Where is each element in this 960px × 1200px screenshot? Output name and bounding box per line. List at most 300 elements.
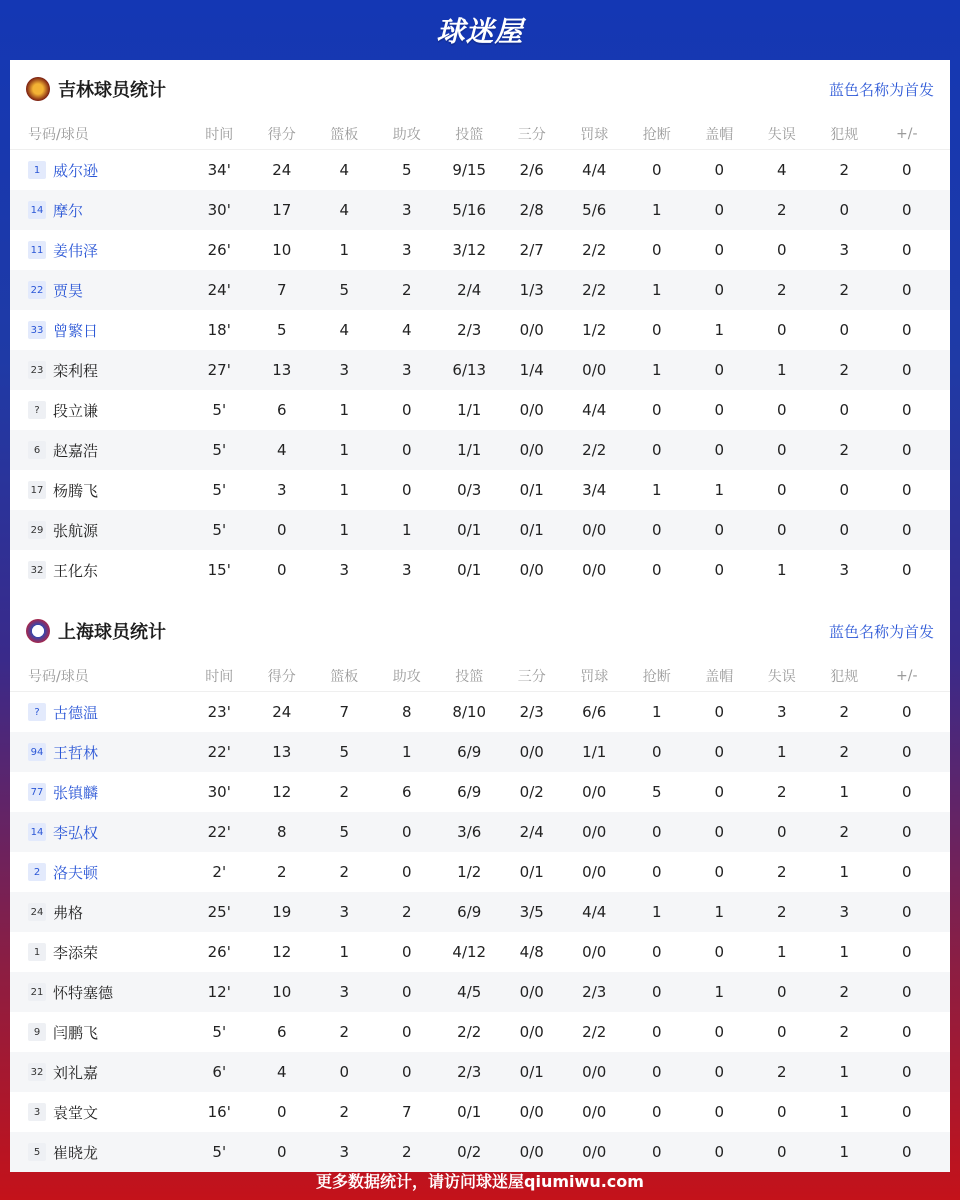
stat-cell: 5 xyxy=(339,281,350,299)
player-name[interactable]: 袁堂文 xyxy=(53,1103,99,1122)
stat-cell: 0 xyxy=(714,441,725,459)
stat-cell: 5 xyxy=(401,161,412,179)
stat-cell: 0 xyxy=(901,943,912,961)
stat-cell: 30' xyxy=(207,783,231,801)
stat-cell: 0 xyxy=(901,1143,912,1161)
player-row[interactable] xyxy=(10,390,950,430)
stat-cell: 24' xyxy=(207,281,231,299)
stat-cell: 8 xyxy=(401,703,412,721)
stat-cell: 1 xyxy=(839,783,850,801)
stat-cell: 1/2 xyxy=(582,321,607,339)
player-name[interactable]: 赵嘉浩 xyxy=(53,441,99,460)
stat-cell: 0 xyxy=(714,561,725,579)
stat-cell: 0 xyxy=(776,481,787,499)
stat-cell: 0/0 xyxy=(519,983,544,1001)
stat-cell: 0 xyxy=(714,401,725,419)
stat-cell: 0 xyxy=(776,1103,787,1121)
player-cell xyxy=(10,1022,188,1043)
column-header: 时间 xyxy=(205,126,234,143)
player-row[interactable] xyxy=(10,510,950,550)
stat-cell: 2' xyxy=(212,863,227,881)
stat-cell: 1 xyxy=(839,943,850,961)
jersey-number: 9 xyxy=(28,1023,46,1041)
stat-cell: 0 xyxy=(901,1023,912,1041)
stat-cell: 0 xyxy=(776,983,787,1001)
player-cell xyxy=(10,160,188,181)
stat-cell: 0/0 xyxy=(582,1063,607,1081)
stat-cell: 0 xyxy=(776,321,787,339)
player-name[interactable]: 古德温 xyxy=(53,703,99,722)
column-header: 失误 xyxy=(767,126,796,143)
stat-cell: 0 xyxy=(401,401,412,419)
player-name[interactable]: 闫鹏飞 xyxy=(53,1023,99,1042)
stat-cell: 2 xyxy=(839,743,850,761)
player-name[interactable]: 曾繁日 xyxy=(53,321,99,340)
player-cell xyxy=(10,1102,188,1123)
stat-cell: 2/4 xyxy=(457,281,482,299)
player-name[interactable]: 杨腾飞 xyxy=(53,481,99,500)
stat-cell: 2 xyxy=(839,281,850,299)
stat-cell: 0/0 xyxy=(519,743,544,761)
stat-cell: 0/0 xyxy=(582,1143,607,1161)
player-row[interactable] xyxy=(10,430,950,470)
stat-cell: 6/6 xyxy=(582,703,607,721)
stat-cell: 1 xyxy=(401,743,412,761)
player-row[interactable] xyxy=(10,852,950,892)
column-header: 犯规 xyxy=(830,126,859,143)
column-header: 三分 xyxy=(517,668,546,685)
column-header: 抢断 xyxy=(642,668,671,685)
player-cell xyxy=(10,320,188,341)
player-row[interactable] xyxy=(10,150,950,190)
player-cell xyxy=(10,560,188,581)
stat-cell: 6 xyxy=(401,783,412,801)
stat-cell: 12 xyxy=(272,783,292,801)
stat-cell: 19 xyxy=(272,903,292,921)
player-row[interactable] xyxy=(10,1092,950,1132)
player-name[interactable]: 刘礼嘉 xyxy=(53,1063,99,1082)
column-header: 盖帽 xyxy=(705,668,734,685)
stat-cell: 0 xyxy=(776,823,787,841)
stat-cell: 0/0 xyxy=(519,561,544,579)
jersey-number: 17 xyxy=(28,481,46,499)
stat-cell: 10 xyxy=(272,983,292,1001)
stat-cell: 0/0 xyxy=(519,401,544,419)
stat-cell: 0 xyxy=(901,401,912,419)
stat-cell: 2/8 xyxy=(519,201,544,219)
stat-cell: 3/4 xyxy=(582,481,607,499)
stat-cell: 0 xyxy=(651,1143,662,1161)
stat-cell: 8/10 xyxy=(452,703,487,721)
column-header: 犯规 xyxy=(830,668,859,685)
jilin-team-logo xyxy=(26,77,50,101)
stat-cell: 0 xyxy=(651,943,662,961)
stat-cell: 1/1 xyxy=(457,401,482,419)
player-name[interactable]: 贾昊 xyxy=(53,281,84,300)
section-header xyxy=(10,60,950,118)
stat-cell: 1 xyxy=(651,903,662,921)
player-cell xyxy=(10,742,188,763)
player-name[interactable]: 李添荣 xyxy=(53,943,99,962)
stat-cell: 3 xyxy=(339,903,350,921)
player-name[interactable]: 威尔逊 xyxy=(53,161,99,180)
stat-cell: 2 xyxy=(401,903,412,921)
stat-cell: 1 xyxy=(339,943,350,961)
stat-cell: 0 xyxy=(901,823,912,841)
stat-cell: 0 xyxy=(651,241,662,259)
player-cell xyxy=(10,360,188,381)
stat-cell: 24 xyxy=(272,161,292,179)
stat-cell: 30' xyxy=(207,201,231,219)
stat-cell: 0 xyxy=(714,943,725,961)
stat-cell: 3 xyxy=(339,983,350,1001)
stat-cell: 0 xyxy=(651,1063,662,1081)
stat-cell: 1/2 xyxy=(457,863,482,881)
stat-cell: 24 xyxy=(272,703,292,721)
stat-cell: 7 xyxy=(339,703,350,721)
player-name[interactable]: 李弘权 xyxy=(53,823,99,842)
stat-cell: 17 xyxy=(272,201,292,219)
stat-cell: 1 xyxy=(776,361,787,379)
stat-cell: 7 xyxy=(276,281,287,299)
stat-cell: 18' xyxy=(207,321,231,339)
section-header xyxy=(10,602,950,660)
column-header: 助攻 xyxy=(392,126,421,143)
stat-cell: 0 xyxy=(901,783,912,801)
column-header: 得分 xyxy=(267,126,296,143)
stat-cell: 3 xyxy=(776,703,787,721)
team-section xyxy=(10,602,950,1172)
stats-card xyxy=(10,60,950,1160)
stat-cell: 1 xyxy=(714,321,725,339)
stat-cell: 2 xyxy=(776,201,787,219)
stat-cell: 8 xyxy=(276,823,287,841)
stat-cell: 1 xyxy=(401,521,412,539)
team-section xyxy=(10,60,950,590)
stat-cell: 0/0 xyxy=(519,1023,544,1041)
stat-cell: 0/0 xyxy=(582,361,607,379)
column-header: 投篮 xyxy=(455,126,484,143)
stat-cell: 0 xyxy=(651,1023,662,1041)
stat-cell: 3 xyxy=(839,903,850,921)
stat-cell: 0 xyxy=(714,161,725,179)
stat-cell: 5' xyxy=(212,521,227,539)
stat-cell: 2 xyxy=(401,1143,412,1161)
player-name[interactable]: 摩尔 xyxy=(53,201,84,220)
player-name[interactable]: 王化东 xyxy=(53,561,99,580)
stat-cell: 0 xyxy=(714,1103,725,1121)
player-row[interactable] xyxy=(10,692,950,732)
table-header-row xyxy=(10,660,950,692)
stat-cell: 2/3 xyxy=(457,321,482,339)
stat-cell: 22' xyxy=(207,823,231,841)
player-cell xyxy=(10,1062,188,1083)
stat-cell: 4 xyxy=(339,161,350,179)
stat-cell: 0 xyxy=(401,943,412,961)
table-header-row xyxy=(10,118,950,150)
column-header: 盖帽 xyxy=(705,126,734,143)
player-row[interactable] xyxy=(10,350,950,390)
stat-cell: 4/4 xyxy=(582,903,607,921)
player-cell xyxy=(10,702,188,723)
player-cell xyxy=(10,520,188,541)
stat-cell: 0 xyxy=(901,1063,912,1081)
stat-cell: 5 xyxy=(339,743,350,761)
player-row[interactable] xyxy=(10,270,950,310)
stat-cell: 1 xyxy=(339,241,350,259)
stat-cell: 2 xyxy=(339,1103,350,1121)
jersey-number: 14 xyxy=(28,201,46,219)
stat-cell: 3 xyxy=(339,561,350,579)
stat-cell: 27' xyxy=(207,361,231,379)
stat-cell: 2/6 xyxy=(519,161,544,179)
stat-cell: 0/1 xyxy=(457,1103,482,1121)
stat-cell: 0 xyxy=(839,521,850,539)
player-name[interactable]: 姜伟泽 xyxy=(53,241,99,260)
stat-cell: 4/4 xyxy=(582,161,607,179)
player-row[interactable] xyxy=(10,892,950,932)
stat-cell: 2 xyxy=(839,823,850,841)
stat-cell: 0 xyxy=(276,521,287,539)
jersey-number: 3 xyxy=(28,1103,46,1121)
player-row[interactable] xyxy=(10,230,950,270)
stat-cell: 1 xyxy=(714,481,725,499)
column-header: 抢断 xyxy=(642,126,671,143)
stat-cell: 5' xyxy=(212,481,227,499)
stat-cell: 6' xyxy=(212,1063,227,1081)
player-cell xyxy=(10,942,188,963)
player-cell xyxy=(10,902,188,923)
stat-cell: 3 xyxy=(339,361,350,379)
stat-cell: 5/6 xyxy=(582,201,607,219)
jersey-number: 6 xyxy=(28,441,46,459)
stat-cell: 5' xyxy=(212,1023,227,1041)
stat-cell: 3/12 xyxy=(452,241,487,259)
stat-cell: 0 xyxy=(651,521,662,539)
team-name: 上海球员统计 xyxy=(58,622,166,643)
stat-cell: 5 xyxy=(651,783,662,801)
stat-cell: 0 xyxy=(401,823,412,841)
stat-cell: 0/0 xyxy=(519,1143,544,1161)
player-name[interactable]: 崔晓龙 xyxy=(53,1143,99,1162)
player-name[interactable]: 洛夫顿 xyxy=(53,863,99,882)
stat-cell: 2/4 xyxy=(519,823,544,841)
player-row[interactable] xyxy=(10,470,950,510)
column-header: 时间 xyxy=(205,668,234,685)
stat-cell: 4 xyxy=(401,321,412,339)
stat-cell: 13 xyxy=(272,743,292,761)
footer-banner xyxy=(0,1160,960,1200)
stat-cell: 0/0 xyxy=(519,321,544,339)
stat-cell: 3 xyxy=(401,561,412,579)
stat-cell: 13 xyxy=(272,361,292,379)
stat-cell: 2 xyxy=(839,703,850,721)
stat-cell: 0 xyxy=(839,321,850,339)
stat-cell: 0 xyxy=(276,561,287,579)
stat-cell: 2 xyxy=(776,903,787,921)
stat-cell: 0 xyxy=(901,863,912,881)
column-header: 失误 xyxy=(767,668,796,685)
stat-cell: 0/1 xyxy=(457,521,482,539)
stat-cell: 12' xyxy=(207,983,231,1001)
team-title-group xyxy=(26,618,166,644)
column-header: 三分 xyxy=(517,126,546,143)
stat-cell: 2 xyxy=(276,863,287,881)
stat-cell: 0/0 xyxy=(582,943,607,961)
stat-cell: 0/2 xyxy=(457,1143,482,1161)
player-name[interactable]: 段立谦 xyxy=(53,401,99,420)
stat-cell: 1 xyxy=(776,743,787,761)
column-header: 得分 xyxy=(267,668,296,685)
player-name[interactable]: 弗格 xyxy=(53,903,84,922)
stat-cell: 4/4 xyxy=(582,401,607,419)
stat-cell: 4/12 xyxy=(452,943,487,961)
stat-cell: 1/1 xyxy=(582,743,607,761)
stat-cell: 0 xyxy=(401,441,412,459)
stat-cell: 0/0 xyxy=(582,521,607,539)
stat-cell: 2 xyxy=(839,441,850,459)
stat-cell: 1 xyxy=(839,1103,850,1121)
stat-cell: 0 xyxy=(839,401,850,419)
stat-cell: 2/3 xyxy=(519,703,544,721)
jersey-number: ? xyxy=(28,401,46,419)
column-header: +/- xyxy=(896,667,918,684)
stat-cell: 1 xyxy=(339,401,350,419)
stat-cell: 1 xyxy=(651,281,662,299)
stat-cell: 0 xyxy=(339,1063,350,1081)
jersey-number: 11 xyxy=(28,241,46,259)
stat-cell: 34' xyxy=(207,161,231,179)
stat-cell: 2/2 xyxy=(582,241,607,259)
player-row[interactable] xyxy=(10,772,950,812)
player-cell xyxy=(10,400,188,421)
player-row[interactable] xyxy=(10,732,950,772)
player-row[interactable] xyxy=(10,1052,950,1092)
player-name[interactable]: 张航源 xyxy=(53,521,99,540)
stat-cell: 3/5 xyxy=(519,903,544,921)
stat-cell: 2 xyxy=(776,281,787,299)
stat-cell: 1 xyxy=(651,361,662,379)
stat-cell: 5' xyxy=(212,441,227,459)
stat-cell: 10 xyxy=(272,241,292,259)
stat-cell: 0/0 xyxy=(519,1103,544,1121)
stat-cell: 2 xyxy=(839,1023,850,1041)
stat-cell: 1 xyxy=(839,1143,850,1161)
stat-cell: 0 xyxy=(776,1143,787,1161)
player-name[interactable]: 栾利程 xyxy=(53,361,99,380)
stat-cell: 4 xyxy=(339,321,350,339)
player-cell xyxy=(10,200,188,221)
player-row[interactable] xyxy=(10,550,950,590)
jersey-number: 32 xyxy=(28,1063,46,1081)
stat-cell: 0 xyxy=(714,361,725,379)
stat-cell: 6/9 xyxy=(457,743,482,761)
stat-cell: 4 xyxy=(339,201,350,219)
jersey-number: 23 xyxy=(28,361,46,379)
stat-cell: 25' xyxy=(207,903,231,921)
stat-cell: 0 xyxy=(901,1103,912,1121)
stat-cell: 0/0 xyxy=(582,863,607,881)
stat-cell: 0/1 xyxy=(519,863,544,881)
stat-cell: 6 xyxy=(276,1023,287,1041)
stat-cell: 0 xyxy=(901,703,912,721)
stat-cell: 6/9 xyxy=(457,783,482,801)
jersey-number: 1 xyxy=(28,943,46,961)
stat-cell: 0 xyxy=(901,521,912,539)
stat-cell: 4 xyxy=(276,1063,287,1081)
stat-cell: 0 xyxy=(901,241,912,259)
team-name: 吉林球员统计 xyxy=(58,80,166,101)
stat-cell: 4 xyxy=(776,161,787,179)
player-column-header: 号码/球员 xyxy=(28,668,89,685)
player-row[interactable] xyxy=(10,972,950,1012)
player-row[interactable] xyxy=(10,310,950,350)
player-cell xyxy=(10,862,188,883)
starter-note: 蓝色名称为首发 xyxy=(828,622,934,641)
stat-cell: 0 xyxy=(901,321,912,339)
player-row[interactable] xyxy=(10,190,950,230)
stat-cell: 1 xyxy=(776,943,787,961)
stat-cell: 0 xyxy=(714,863,725,881)
column-header: 篮板 xyxy=(330,668,359,685)
stat-cell: 0 xyxy=(651,441,662,459)
player-name[interactable]: 张镇麟 xyxy=(53,783,99,802)
stat-cell: 0 xyxy=(401,1023,412,1041)
section-gap xyxy=(10,590,950,602)
stat-cell: 0/0 xyxy=(582,823,607,841)
player-name[interactable]: 怀特塞德 xyxy=(53,983,114,1002)
stat-cell: 4/5 xyxy=(457,983,482,1001)
player-row[interactable] xyxy=(10,1012,950,1052)
jersey-number: 24 xyxy=(28,903,46,921)
stat-cell: 1/3 xyxy=(519,281,544,299)
column-header: 助攻 xyxy=(392,668,421,685)
stat-cell: 0 xyxy=(901,161,912,179)
jersey-number: 1 xyxy=(28,161,46,179)
stat-cell: 0 xyxy=(401,481,412,499)
stat-cell: 2/2 xyxy=(582,281,607,299)
stat-cell: 2/7 xyxy=(519,241,544,259)
stat-cell: 0 xyxy=(401,863,412,881)
stat-cell: 0 xyxy=(714,201,725,219)
player-row[interactable] xyxy=(10,812,950,852)
stat-cell: 2 xyxy=(776,1063,787,1081)
stat-cell: 1/1 xyxy=(457,441,482,459)
stat-cell: 0 xyxy=(839,481,850,499)
stat-cell: 2 xyxy=(839,361,850,379)
stat-cell: 5' xyxy=(212,1143,227,1161)
footer-text[interactable]: 更多数据统计，请访问球迷屋qiumiwu.com xyxy=(316,1171,644,1191)
shanghai-team-logo xyxy=(26,619,50,643)
stat-cell: 0 xyxy=(651,863,662,881)
player-column-header: 号码/球员 xyxy=(28,126,89,143)
jersey-number: 94 xyxy=(28,743,46,761)
stat-cell: 1 xyxy=(776,561,787,579)
player-row[interactable] xyxy=(10,932,950,972)
stat-cell: 1/4 xyxy=(519,361,544,379)
stat-cell: 5 xyxy=(339,823,350,841)
column-header: 罚球 xyxy=(580,668,609,685)
stat-cell: 0/0 xyxy=(582,1103,607,1121)
stat-cell: 26' xyxy=(207,241,231,259)
stat-cell: 6/9 xyxy=(457,903,482,921)
jersey-number: 77 xyxy=(28,783,46,801)
stat-cell: 3 xyxy=(839,241,850,259)
stat-cell: 12 xyxy=(272,943,292,961)
player-name[interactable]: 王哲林 xyxy=(53,743,99,762)
stat-cell: 3/6 xyxy=(457,823,482,841)
stat-cell: 0 xyxy=(714,241,725,259)
